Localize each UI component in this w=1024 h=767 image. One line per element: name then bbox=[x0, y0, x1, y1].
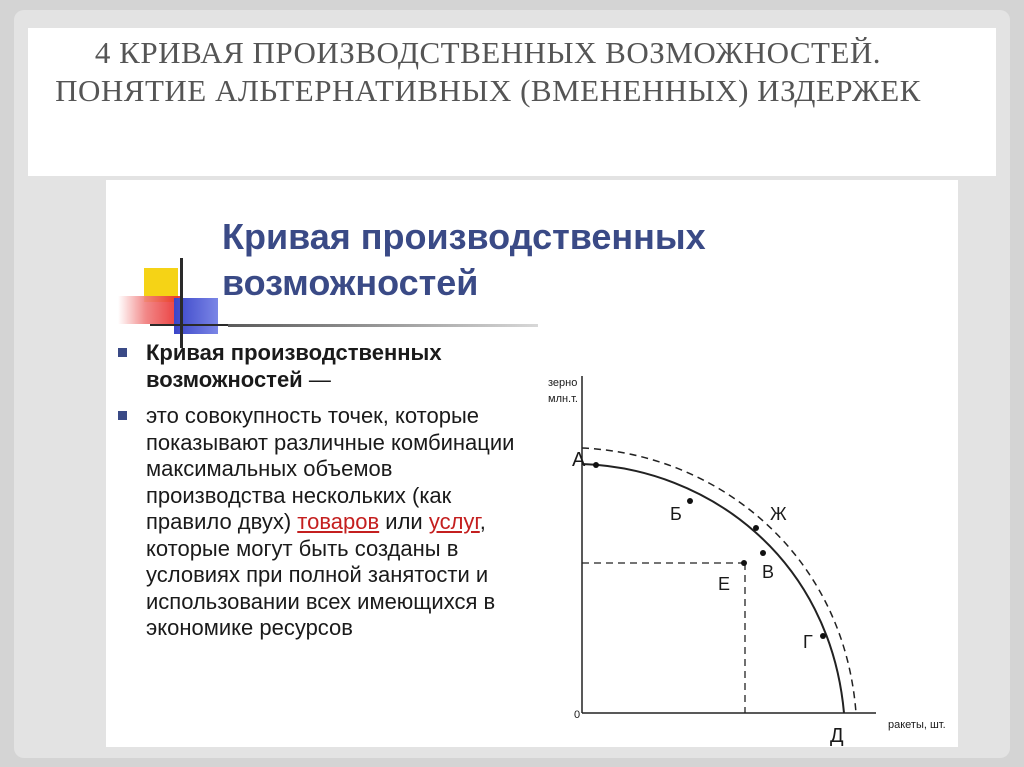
bullet-marker-icon bbox=[118, 348, 127, 357]
point-b bbox=[687, 498, 693, 504]
decorative-squares-icon bbox=[112, 258, 232, 348]
deco-horizontal-line bbox=[150, 324, 232, 326]
title-band bbox=[28, 28, 996, 176]
label-d: Д bbox=[830, 725, 844, 747]
point-g bbox=[820, 633, 826, 639]
point-zh bbox=[753, 525, 759, 531]
bullet-marker-icon bbox=[118, 411, 127, 420]
slide-title: 4 КРИВАЯ ПРОИЗВОДСТВЕННЫХ ВОЗМОЖНОСТЕЙ. ПОНЯТИЕ АЛЬТЕРНАТИВНЫХ (ВМЕНЕННЫХ) ИЗДЕРЖЕК bbox=[55, 35, 921, 108]
services-link[interactable]: услуг bbox=[428, 509, 480, 534]
x-axis-label: ракеты, шт. bbox=[888, 719, 946, 731]
term-bold: Кривая производственных возможностей bbox=[146, 340, 442, 392]
definition-text-3: , которые могут быть созданы в условиях при полной занятости и использовании всех имеющихся в экономике ресурсов bbox=[146, 509, 496, 640]
ppf-curve bbox=[582, 464, 844, 713]
deco-vertical-line bbox=[180, 258, 183, 348]
definition-text-1: это совокупность точек, которые показывают различные комбинации максимальных объемов производства нескольких (как правило двух) bbox=[146, 403, 515, 534]
origin-label: 0 bbox=[574, 709, 581, 721]
point-v bbox=[760, 550, 766, 556]
red-gradient-bar bbox=[118, 296, 180, 324]
label-b: Б bbox=[670, 504, 682, 524]
label-g: Г bbox=[803, 632, 813, 652]
slide-image bbox=[106, 180, 958, 747]
y-axis-label-line2: млн.т. bbox=[548, 393, 578, 405]
y-axis-label-line1: зерно bbox=[548, 377, 578, 389]
goods-link[interactable]: товаров bbox=[297, 509, 380, 534]
label-a: А bbox=[572, 449, 586, 471]
bullet-definition-text bbox=[118, 403, 538, 642]
label-zh: Ж bbox=[770, 504, 787, 524]
content-heading: Кривая производственных возможностей bbox=[222, 216, 706, 303]
label-e: Е bbox=[718, 574, 731, 594]
label-v: В bbox=[762, 562, 775, 582]
term-dash: — bbox=[302, 366, 331, 392]
definition-text-2: или bbox=[379, 509, 429, 534]
point-a bbox=[593, 462, 599, 468]
bullet-list bbox=[118, 340, 538, 652]
point-e bbox=[741, 560, 747, 566]
bullet-definition-term bbox=[118, 340, 538, 393]
ppf-graph bbox=[538, 358, 958, 747]
heading-rule bbox=[228, 324, 538, 327]
